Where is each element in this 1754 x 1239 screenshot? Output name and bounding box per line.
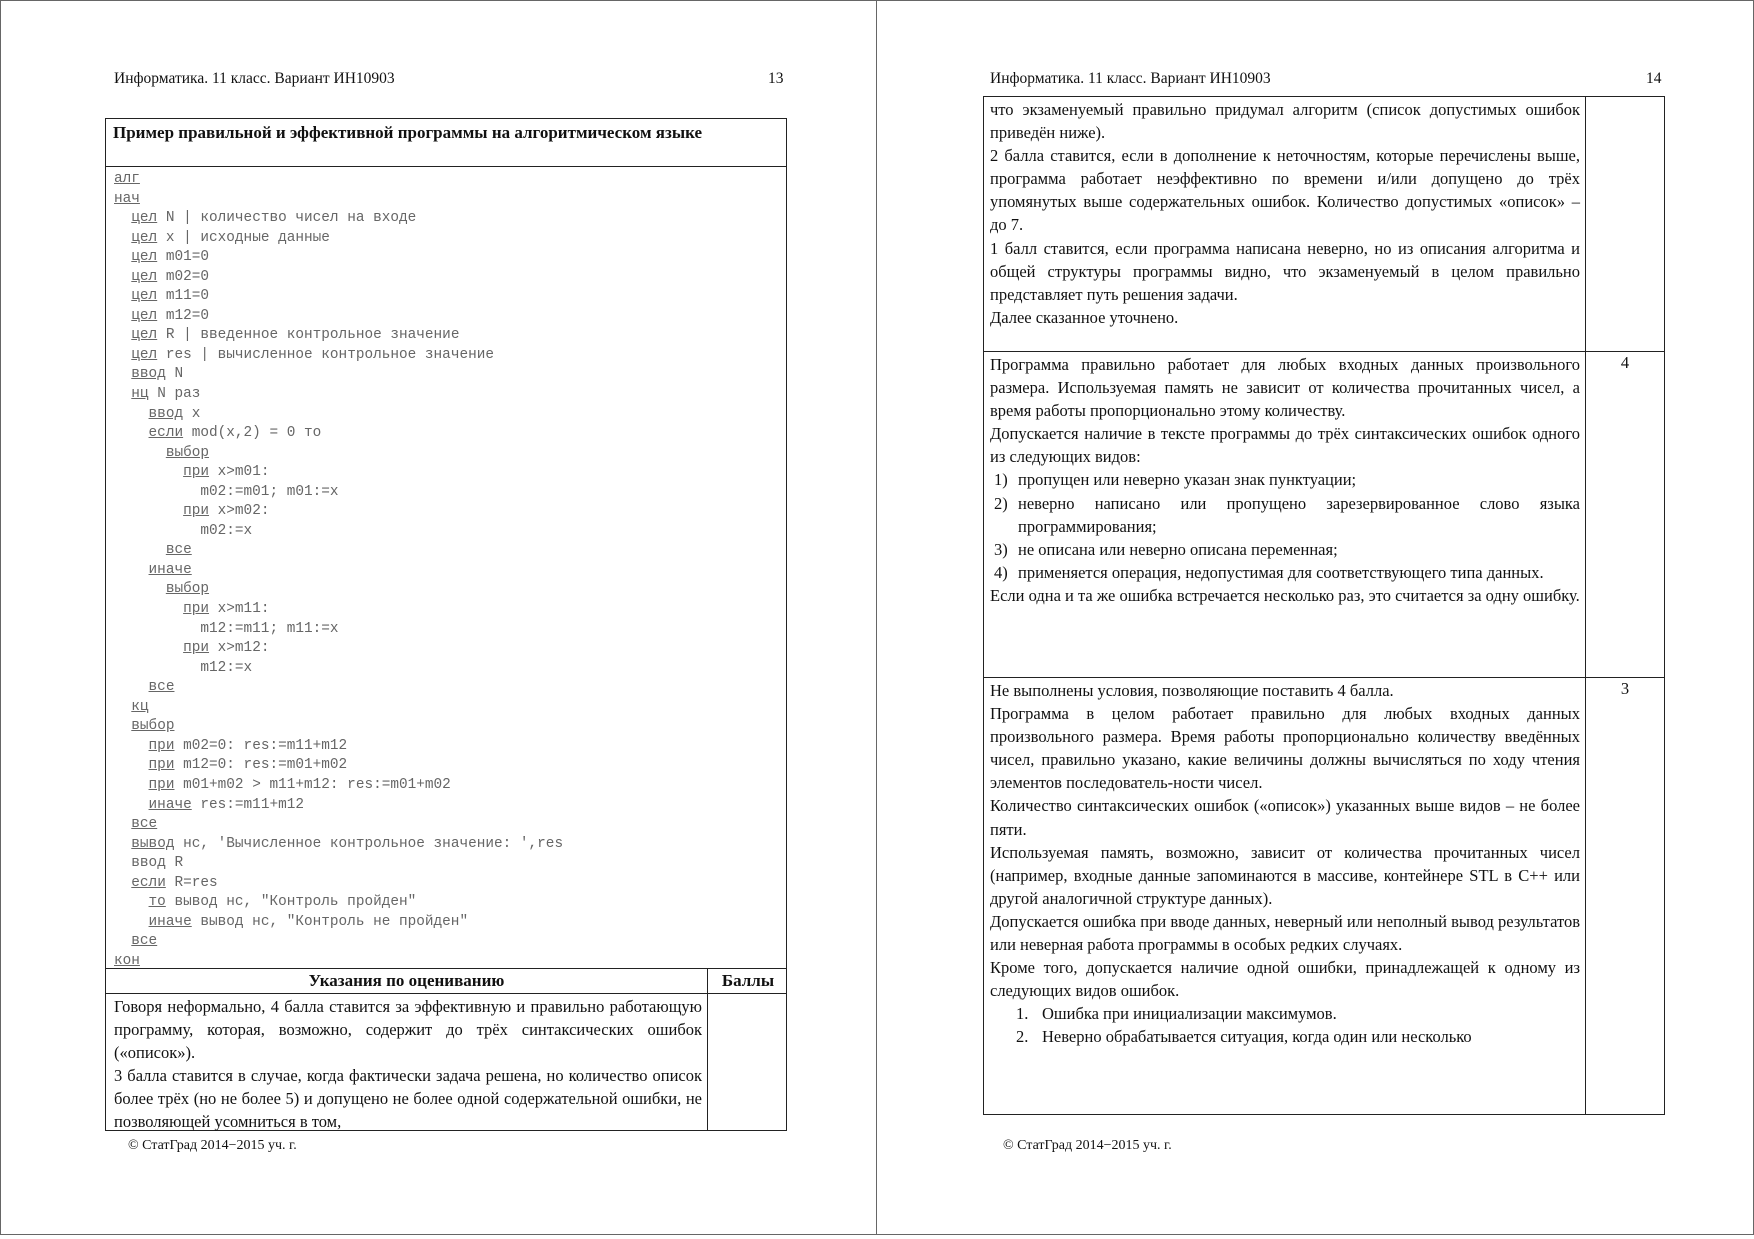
criteria-paragraph: Программа в целом работает правильно для любых входных данных произвольного размера. Время работы пропорционально количеству введённых чисел, правильно указано, какие величины должны вычисляться по ходу чтения элементов последователь-ности чисел. [990, 704, 1580, 793]
code-line [114, 659, 774, 679]
code-text: N [165, 366, 184, 383]
criteria-header-row [106, 968, 786, 994]
code-keyword: при [148, 776, 175, 793]
code-text: R=res [165, 874, 218, 891]
item-text: не описана или неверно описана переменная; [1018, 539, 1338, 559]
code-keyword: при [148, 737, 175, 754]
code-keyword: нц [131, 386, 149, 403]
code-line [114, 893, 774, 913]
footer: © СтатГрад 2014−2015 уч. г. [1003, 1138, 1172, 1153]
code-keyword: при [183, 601, 210, 618]
item-text: Неверно обрабатывается ситуация, когда один или несколько [1042, 1027, 1472, 1047]
code-keyword: цел [131, 346, 158, 363]
criteria-paragraph: Допускается ошибка при вводе данных, неверный или неполный вывод результатов или неверная работа программы в особых редких случаях. [990, 911, 1580, 955]
code-keyword: цел [131, 288, 158, 305]
code-text: x>m01: [209, 464, 270, 481]
code-line [114, 268, 774, 288]
item-number: 2. [1016, 1027, 1029, 1047]
code-line [114, 600, 774, 620]
code-keyword: все [131, 933, 158, 950]
code-line [114, 463, 774, 483]
code-line [114, 444, 774, 464]
page-number: 13 [768, 70, 784, 87]
criteria-paragraph: Кроме того, допускается наличие одной ошибки, принадлежащей к одному из следующих видов ошибок. [990, 958, 1580, 1001]
criteria-paragraph: Не выполнены условия, позволяющие поставить 4 балла. [990, 681, 1394, 700]
code-text: m11=0 [157, 288, 210, 305]
code-line [114, 405, 774, 425]
criteria-row-3-points [990, 679, 1580, 1049]
error-kind-item [990, 1025, 1580, 1048]
item-number: 1. [1016, 1004, 1029, 1024]
code-line [114, 815, 774, 835]
column-divider [1585, 97, 1586, 1114]
row-divider [984, 351, 1664, 352]
code-keyword: выбор [131, 718, 175, 735]
code-line [114, 561, 774, 581]
code-keyword: при [183, 640, 210, 657]
code-line [114, 835, 774, 855]
code-text: res | вычисленное контрольное значение [157, 346, 494, 363]
code-line [114, 620, 774, 640]
code-line [114, 796, 774, 816]
code-text: x>m02: [209, 503, 270, 520]
code-text: m02:=x [200, 522, 253, 539]
score-3: 3 [1620, 679, 1630, 698]
criteria-paragraph: 2 балла ставится, если в дополнение к неточностям, которые перечислены выше, программа работает неэффективно по времени и/или допущено до трёх упомянутых выше содержательных ошибок. Количество допустимых «описок» – до 7. [990, 146, 1580, 235]
code-keyword: все [165, 542, 192, 559]
code-keyword: цел [131, 307, 158, 324]
code-text: m12=0 [157, 307, 210, 324]
code-text: m01=0 [157, 249, 210, 266]
code-keyword: вывод [131, 835, 175, 852]
item-text: применяется операция, недопустимая для соответствующего типа данных. [1018, 562, 1544, 582]
code-text: m12:=x [200, 659, 253, 676]
criteria-paragraph: Программа правильно работает для любых входных данных произвольного размера. Используемая память не зависит от количества прочитанных чисел, а время работы пропорционально этому количеству. [990, 355, 1580, 421]
score-4: 4 [1620, 353, 1630, 372]
code-keyword: кон [114, 952, 140, 969]
code-text: R | введенное контрольное значение [157, 327, 460, 344]
criteria-paragraph: 1 балл ставится, если программа написана неверно, но из описания алгоритма и общей структуры программы видно, что экзаменуемый в целом правильно представляет путь решения задачи. [990, 238, 1580, 304]
program-table [105, 118, 787, 1131]
code-text: m02:=m01; m01:=x [200, 483, 339, 500]
left-page [0, 0, 876, 1239]
code-keyword: выбор [165, 581, 210, 598]
code-line [114, 385, 774, 405]
item-number: 4) [994, 562, 1008, 582]
code-keyword: при [183, 464, 210, 481]
code-keyword: цел [131, 210, 158, 227]
program-heading: Пример правильной и эффективной программы на алгоритмическом языке [106, 119, 786, 167]
code-keyword: кц [131, 698, 149, 715]
item-number: 1) [994, 470, 1008, 490]
code-keyword: нач [114, 190, 140, 207]
criteria-paragraph: 3 балла ставится в случае, когда фактически задача решена, но количество описок более трёх (но не более 5) и допущено не более одной содержательной ошибки, не позволяющей усомниться в том, [114, 1065, 702, 1131]
code-line [114, 717, 774, 737]
code-keyword: цел [131, 327, 158, 344]
criteria-row-4-points [990, 353, 1580, 607]
code-keyword: при [183, 503, 210, 520]
code-line [114, 698, 774, 718]
criteria-paragraph: что экзаменуемый правильно придумал алгоритм (список допустимых ошибок приведён ниже). [990, 100, 1580, 143]
error-type-item [990, 561, 1580, 584]
right-page [878, 0, 1754, 1239]
code-line [114, 913, 774, 933]
code-text: m12:=m11; m11:=x [200, 620, 339, 637]
code-text: m02=0 [157, 268, 210, 285]
code-text: m12=0: res:=m01+m02 [174, 757, 348, 774]
code-line [114, 483, 774, 503]
criteria-paragraph: Используемая память, возможно, зависит от количества прочитанных чисел (например, входные данные запоминаются в массиве, контейнере STL в C++ или другой аналогичной структуре данных). [990, 842, 1580, 908]
code-line [114, 502, 774, 522]
code-keyword: ввод [131, 366, 166, 383]
column-divider [707, 993, 708, 1130]
code-keyword: цел [131, 268, 158, 285]
criteria-paragraph: Количество синтаксических ошибок («описок») указанных выше видов – не более пяти. [990, 796, 1580, 839]
code-listing [114, 170, 774, 971]
item-text: Ошибка при инициализации максимумов. [1042, 1004, 1337, 1024]
error-type-item [990, 468, 1580, 491]
error-kind-item [990, 1002, 1580, 1025]
code-keyword: иначе [148, 796, 192, 813]
code-keyword: все [131, 816, 158, 833]
code-text: m01+m02 > m11+m12: res:=m01+m02 [174, 776, 451, 793]
code-keyword: алг [114, 171, 140, 187]
code-line [114, 932, 774, 952]
code-line [114, 580, 774, 600]
item-number: 3) [994, 539, 1008, 559]
code-line [114, 737, 774, 757]
code-text: x [183, 405, 201, 422]
code-text: x | исходные данные [157, 229, 330, 246]
code-keyword: все [148, 679, 175, 696]
code-line [114, 346, 774, 366]
code-line [114, 307, 774, 327]
code-text: вывод нс, "Контроль не пройден" [191, 913, 469, 930]
criteria-heading: Указания по оцениванию [106, 969, 708, 993]
code-line [114, 287, 774, 307]
code-text: mod(x,2) = 0 то [183, 425, 322, 442]
code-line [114, 170, 774, 190]
code-line [114, 639, 774, 659]
code-keyword: иначе [148, 561, 192, 578]
code-line [114, 365, 774, 385]
criteria-paragraph: Далее сказанное уточнено. [990, 307, 1179, 327]
code-keyword: цел [131, 249, 158, 266]
code-text: N | количество чисел на входе [157, 210, 417, 227]
item-number: 2) [994, 493, 1008, 513]
code-line [114, 541, 774, 561]
row-divider [984, 677, 1664, 678]
code-text: x>m12: [209, 640, 270, 657]
code-line [114, 209, 774, 229]
code-line [114, 874, 774, 894]
code-line [114, 190, 774, 210]
code-line [114, 522, 774, 542]
code-line [114, 229, 774, 249]
code-line [114, 248, 774, 268]
code-text: вывод нс, "Контроль пройден" [165, 894, 417, 911]
page-number: 14 [1646, 70, 1662, 87]
code-line [114, 854, 774, 874]
code-line [114, 326, 774, 346]
code-keyword: то [148, 894, 166, 911]
code-text: x>m11: [209, 601, 270, 618]
running-header: Информатика. 11 класс. Вариант ИН10903 [990, 70, 1271, 87]
footer: © СтатГрад 2014−2015 уч. г. [128, 1138, 297, 1153]
code-line [114, 424, 774, 444]
criteria-paragraph: Говоря неформально, 4 балла ставится за эффективную и правильно работающую программу, которая, возможно, содержит до трёх синтаксических ошибок («описок»). [114, 997, 702, 1062]
code-keyword: при [148, 757, 175, 774]
code-text: ввод R [131, 855, 184, 872]
error-type-item [990, 492, 1580, 538]
code-text: нс, 'Вычисленное контрольное значение: ',res [174, 835, 564, 852]
code-line [114, 776, 774, 796]
code-line [114, 756, 774, 776]
code-keyword: если [148, 425, 184, 442]
page-divider [876, 0, 877, 1235]
code-text: m02=0: res:=m11+m12 [174, 737, 348, 754]
code-keyword: иначе [148, 913, 192, 930]
code-line [114, 678, 774, 698]
item-text: неверно написано или пропущено зарезервированное слово языка программирования; [1018, 493, 1580, 536]
points-heading: Баллы [721, 971, 775, 990]
running-header: Информатика. 11 класс. Вариант ИН10903 [114, 70, 395, 87]
criteria-text [114, 996, 702, 1133]
code-keyword: ввод [148, 405, 184, 422]
code-keyword: если [131, 874, 166, 891]
error-type-item [990, 538, 1580, 561]
code-keyword: выбор [165, 444, 210, 461]
criteria-table [983, 96, 1665, 1115]
code-text: N раз [148, 386, 201, 403]
criteria-paragraph: Допускается наличие в тексте программы до трёх синтаксических ошибок одного из следующих видов: [990, 424, 1580, 467]
item-text: пропущен или неверно указан знак пунктуации; [1018, 470, 1357, 490]
criteria-row-continued [990, 98, 1580, 329]
code-text: res:=m11+m12 [191, 796, 304, 813]
code-keyword: цел [131, 229, 158, 246]
criteria-paragraph: Если одна и та же ошибка встречается несколько раз, это считается за одну ошибку. [990, 585, 1580, 605]
